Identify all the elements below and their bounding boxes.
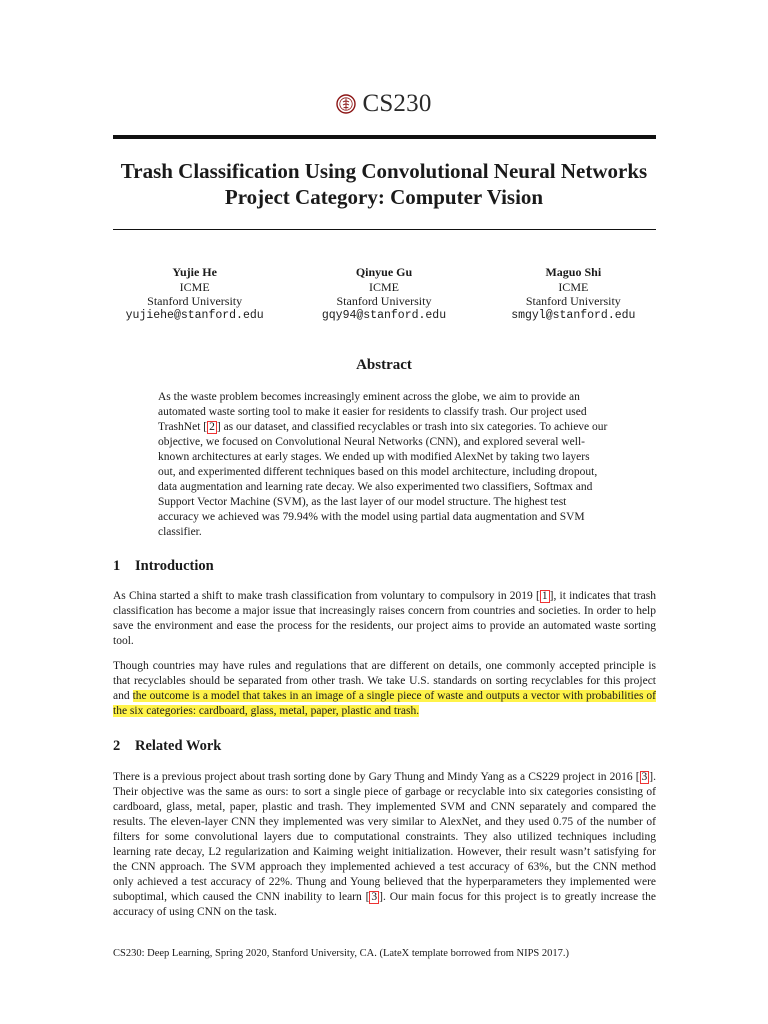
paragraph-text: There is a previous project about trash sorting done by Gary Thung and Mindy Yang as a CS229 project in 2016 <box>113 771 636 783</box>
stanford-seal-icon <box>336 94 356 114</box>
author-email[interactable]: gqy94@stanford.edu <box>321 308 447 322</box>
title-line-2: Project Category: Computer Vision <box>224 185 544 209</box>
intro-paragraph-1: As China started a shift to make trash classification from voluntary to compulsory in 2019 [ 1 ], it indicates that trash classification has become a major issue that increasingly raises concern from countries and societies. In order to help save the environment and ease the process for the residents, our project aims to provide an automated waste sorting tool. <box>113 590 656 647</box>
section-heading-introduction <box>113 558 214 575</box>
citation-link[interactable]: 3 <box>371 891 378 903</box>
author-block <box>479 265 668 323</box>
author-name: Yujie He <box>172 265 217 279</box>
author-email[interactable]: smgyl@stanford.edu <box>511 308 636 322</box>
section-number: 2 <box>113 738 121 754</box>
author-name: Maguo Shi <box>545 265 602 279</box>
author-department: ICME <box>558 279 589 294</box>
paragraph-text: , it indicates that trash classification has become a major issue that increasingly raises concern from countries and societies. In order to help save the environment and ease the process for the residents, our project aims to provide an automated waste sorting tool. <box>113 590 656 647</box>
paragraph-text: . Our main focus for this project is to greatly increase the accuracy of using CNN on the task. <box>113 891 656 918</box>
paragraph-text: . Their objective was the same as ours: to sort a single piece of garbage or recyclable into six categories consisting of cardboard, glass, metal, paper, plastic and trash. They implemented SVM and CNN separately and compared the results. The eleven-layer CNN they implemented was very similar to AlexNet, and they used 0.75 of the number of filters for some convolutional layers due to computational constraints. They also utilized techniques including learning rate decay, L2 regularization and Kaiming weight initialization. However, their result wasn’t satisfying for the CNN approach. The SVM approach they implemented achieved a test accuracy of 63%, but the CNN method only achieved a test accuracy of 22%. Thung and Young believed that the hyperparameters they implemented were suboptimal, which caused the CNN inability to learn <box>113 771 656 903</box>
paragraph-text: As China started a shift to make trash classification from voluntary to compulsory in 2019 <box>113 590 536 602</box>
citation-link[interactable]: 1 <box>541 590 548 602</box>
citation-link[interactable]: 3 <box>641 771 648 783</box>
abstract-heading: Abstract <box>356 357 412 373</box>
author-department: ICME <box>179 279 210 294</box>
course-logo <box>0 90 768 118</box>
highlighted-text: the outcome is a model that takes in an image of a single piece of waste and outputs a vector with probabilities of the six categories: cardboard, glass, metal, paper, plastic and trash. <box>113 690 657 717</box>
section-title: Introduction <box>135 558 214 574</box>
author-list <box>100 265 668 323</box>
citation-link[interactable]: 2 <box>209 421 215 433</box>
intro-paragraph-2 <box>113 659 656 719</box>
author-university: Stanford University <box>147 294 243 308</box>
title-rule <box>113 229 656 230</box>
section-title: Related Work <box>135 738 222 754</box>
author-university: Stanford University <box>336 294 432 308</box>
title-line-1: Trash Classification Using Convolutional Neural Networks <box>120 159 648 183</box>
section-heading-related-work <box>113 738 221 755</box>
abstract-text: As the waste problem becomes increasingly eminent across the globe, we aim to provide an automated waste sorting tool to make it easier for residents to classify trash. Our project used TrashNet [ 2 ] as our dataset, and classified recyclables or trash into six categories. To achieve our objective, we focused on Convolutional Neural Networks (CNN), and explored several well-known architectures at early stages. We ended up with modified AlexNet by taking two layers out, and experimented different techniques based on this model architecture, including dropout, data augmentation and learning rate decay. We also experimented two classifiers, Softmax and Support Vector Machine (SVM), as the last layer of our model structure. The highest test accuracy we achieved was 79.94% with the model using partial data augmentation and SVM classifier. <box>158 391 608 538</box>
author-block <box>100 265 289 323</box>
section-number: 1 <box>113 558 121 574</box>
author-block <box>289 265 478 323</box>
author-university: Stanford University <box>525 294 621 308</box>
top-rule <box>113 135 656 139</box>
paper-title <box>100 158 668 210</box>
paragraph-text: Though countries may have rules and regulations that are different on details, one commonly accepted principle is that recyclables should be separated from other trash. We take U.S. standards on sorting recyclables for this project and <box>113 660 656 702</box>
course-name: CS230 <box>362 90 432 117</box>
abstract-text-part: As the waste problem becomes increasingly eminent across the globe, we aim to provide an automated waste sorting tool to make it easier for residents to classify trash. Our project used TrashNet <box>158 391 587 433</box>
abstract-text-part: as our dataset, and classified recyclables or trash into six categories. To achieve our objective, we focused on Convolutional Neural Networks (CNN), and explored several well-known architectures at early stages. We ended up with modified AlexNet by taking two layers out, and experimented different techniques based on this model architecture, including dropout, data augmentation and learning rate decay. We also experimented two classifiers, Softmax and Support Vector Machine (SVM), as the last layer of our model structure. The highest test accuracy we achieved was 79.94% with the model using partial data augmentation and SVM classifier. <box>158 421 608 538</box>
footer-note: CS230: Deep Learning, Spring 2020, Stanford University, CA. (LateX template borrowed from NIPS 2017.) <box>113 948 569 959</box>
author-department: ICME <box>368 279 399 294</box>
author-email[interactable]: yujiehe@stanford.edu <box>125 308 264 322</box>
related-work-paragraph: There is a previous project about trash sorting done by Gary Thung and Mindy Yang as a CS229 project in 2016 [ 3 ]. Their objective was the same as ours: to sort a single piece of garbage or recyclable into six categories consisting of cardboard, glass, metal, paper, plastic and trash. They implemented SVM and CNN separately and compared the results. The eleven-layer CNN they implemented was very similar to AlexNet, and they used 0.75 of the number of filters for some convolutional layers due to computational constraints. They also utilized techniques including learning rate decay, L2 regularization and Kaiming weight initialization. However, their result wasn’t satisfying for the CNN approach. The SVM approach they implemented achieved a test accuracy of 63%, but the CNN method only achieved a test accuracy of 22%. Thung and Young believed that the hyperparameters they implemented were suboptimal, which caused the CNN inability to learn [ 3 ]. Our main focus for this project is to greatly increase the accuracy of using CNN on the task. <box>113 771 656 918</box>
author-name: Qinyue Gu <box>355 265 413 279</box>
